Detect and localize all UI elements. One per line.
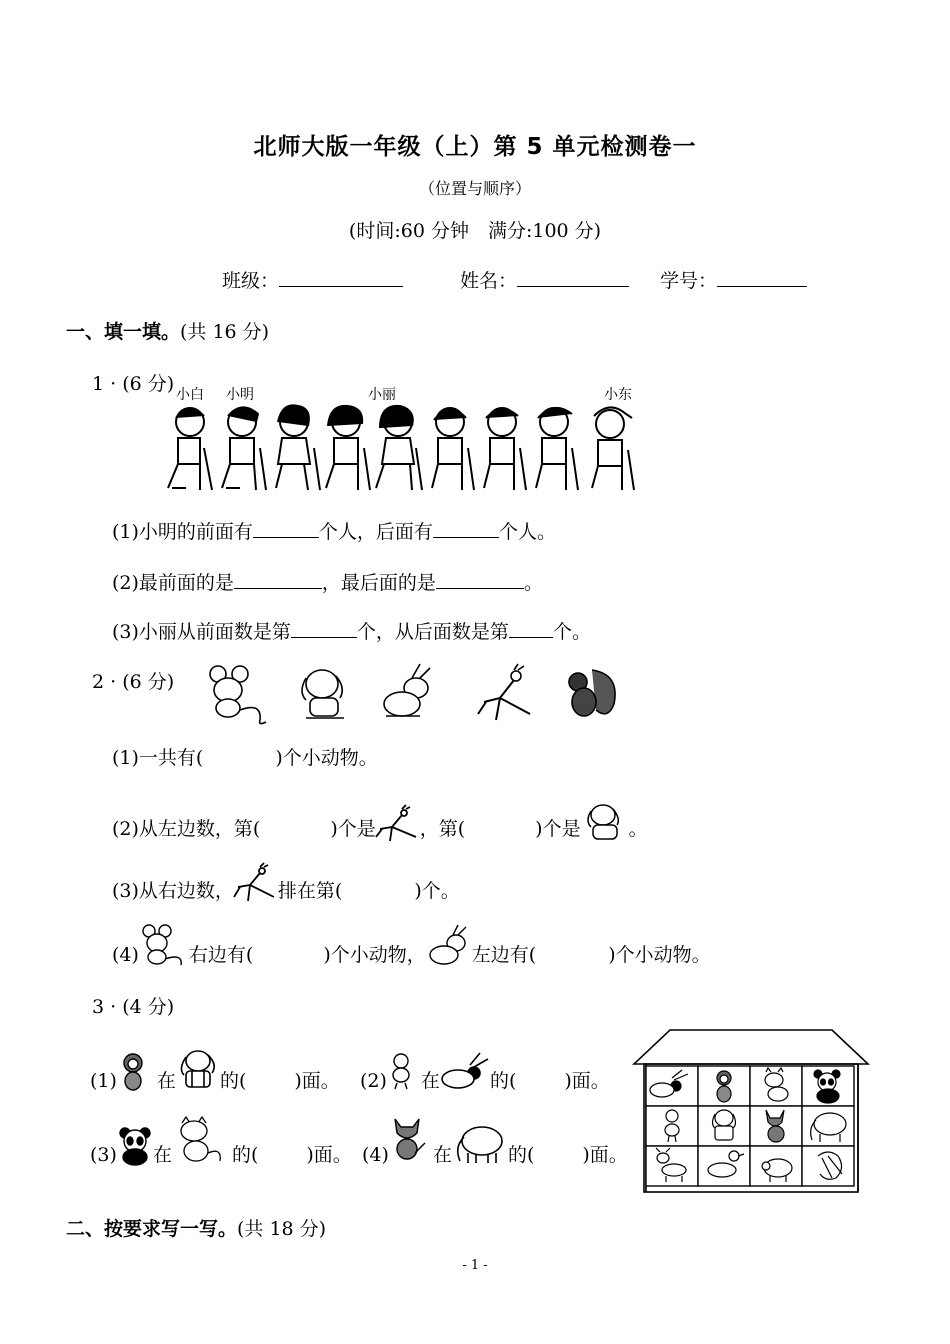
dog-icon: [581, 801, 629, 841]
section2-score: (共 18 分): [237, 1218, 327, 1240]
house-roof: [634, 1030, 868, 1064]
dog-icon: [302, 670, 344, 718]
q1-line1-text-b: 个人，后面有: [318, 521, 433, 543]
elephant-icon: [452, 1121, 508, 1165]
child-figure: [168, 408, 212, 490]
q3-zai-1: 在: [156, 1070, 176, 1092]
kid-name-xiaobai: 小白: [176, 387, 204, 403]
id-field: [660, 266, 807, 293]
q3-de-3: 的(: [231, 1144, 259, 1166]
panda-icon: [117, 1125, 153, 1165]
q1-blank-5[interactable]: [291, 619, 357, 638]
time-info: (时间:60 分钟 满分:100 分): [348, 220, 602, 242]
page-subtitle: （位置与顺序）: [418, 179, 531, 198]
kid-name-xiaodong: 小东: [604, 387, 632, 403]
page-number: - 1 -: [462, 1258, 488, 1273]
q1-label: 1 · (6 分): [92, 373, 175, 395]
q3-mian-2: )面。: [564, 1070, 610, 1092]
q3-part4-label: (4): [362, 1144, 389, 1166]
q2-line2-text-b: )个是: [330, 818, 376, 840]
q2-line3-text-b: 排在第(: [277, 880, 343, 902]
child-figure: [432, 408, 474, 490]
q1-blank-4[interactable]: [436, 570, 524, 589]
name-blank[interactable]: [517, 268, 629, 287]
child-figure: [592, 407, 634, 490]
q3-de-2: 的(: [489, 1070, 517, 1092]
q2-line4: [112, 940, 711, 967]
q2-line1: [112, 743, 378, 770]
q1-line3: [112, 617, 591, 644]
q3-zai-3: 在: [152, 1144, 172, 1166]
q2-line3-text-c: )个。: [414, 880, 460, 902]
rabbit-icon: [426, 925, 472, 967]
q2-line3: [112, 876, 460, 903]
children-row-image: [164, 398, 646, 498]
class-field: [222, 266, 403, 293]
child-figure: [536, 408, 578, 490]
q1-line1: [112, 517, 556, 544]
deer-icon: [478, 664, 530, 720]
mouse-icon: [210, 666, 266, 724]
q1-blank-2[interactable]: [433, 519, 499, 538]
section1-title: 一、填一填。: [66, 321, 181, 343]
name-label: 姓名：: [460, 270, 518, 292]
q3-de-4: 的(: [507, 1144, 535, 1166]
q3-line4: [362, 1140, 628, 1167]
q2-line4-text-c: )个小动物，: [323, 944, 426, 966]
child-figure: [376, 406, 422, 490]
monkey-icon: [117, 1051, 153, 1091]
q2-line2-text-e: 。: [628, 818, 648, 840]
child-figure: [276, 405, 320, 490]
deer-icon: [376, 805, 420, 841]
q1-blank-3[interactable]: [234, 570, 322, 589]
q3-zai-2: 在: [420, 1070, 440, 1092]
class-label: 班级：: [222, 270, 280, 292]
q3-part3-label: (3): [90, 1144, 117, 1166]
cat-icon: [172, 1117, 226, 1165]
q1-line2-text-c: 。: [523, 572, 543, 594]
q2-line4-text-a: (4): [112, 944, 139, 966]
dog-icon: [176, 1047, 220, 1091]
q2-line4-text-d: 左边有(: [471, 944, 537, 966]
squirrel-icon: [569, 670, 615, 716]
q2-animal-row: [204, 664, 624, 728]
q1-line2: [112, 568, 543, 595]
section2-title: 二、按要求写一写。: [66, 1218, 238, 1240]
q1-line3-text-a: (3)小丽从前面数是第: [112, 621, 291, 643]
class-blank[interactable]: [279, 268, 403, 287]
q3-part2-label: (2): [360, 1070, 387, 1092]
q3-line2: [360, 1066, 610, 1093]
q1-blank-6[interactable]: [509, 619, 553, 638]
chick-icon: [387, 1051, 415, 1091]
page-title: 北师大版一年级（上）第 5 单元检测卷一: [253, 134, 697, 160]
deer-icon: [234, 863, 278, 903]
q2-line1-text-b: )个小动物。: [275, 747, 378, 769]
q2-line1-text-a: (1)一共有(: [112, 747, 204, 769]
section2-heading: [66, 1214, 326, 1241]
q3-part1-label: (1): [90, 1070, 117, 1092]
id-label: 学号：: [660, 270, 718, 292]
child-figure: [484, 408, 526, 490]
id-blank[interactable]: [717, 268, 807, 287]
q3-mian-1: )面。: [294, 1070, 340, 1092]
q1-line3-text-b: 个，从后面数是第: [356, 621, 509, 643]
q3-de-1: 的(: [219, 1070, 247, 1092]
animal-house-grid: [632, 1028, 870, 1194]
q3-mian-4: )面。: [582, 1144, 628, 1166]
section1-heading: [66, 317, 269, 344]
q1-line1-text-c: 个人。: [498, 521, 556, 543]
q3-zai-4: 在: [432, 1144, 452, 1166]
q2-line2-text-c: ，第(: [419, 818, 466, 840]
q3-line1: [90, 1066, 340, 1093]
q2-line4-text-e: )个小动物。: [608, 944, 711, 966]
q2-label: 2 · (6 分): [92, 671, 175, 693]
q1-line1-text-a: (1)小明的前面有: [112, 521, 253, 543]
q2-line2-text-a: (2)从左边数，第(: [112, 818, 261, 840]
kid-name-xiaoli: 小丽: [368, 387, 396, 403]
q2-line2-text-d: )个是: [535, 818, 581, 840]
rabbit-icon: [384, 664, 430, 716]
q2-line2: [112, 814, 648, 841]
child-figure: [326, 406, 370, 490]
q3-label: 3 · (4 分): [92, 996, 175, 1018]
q3-line3: [90, 1140, 352, 1167]
kid-name-xiaoming: 小明: [226, 387, 254, 403]
q2-line3-text-a: (3)从右边数，: [112, 880, 234, 902]
q3-mian-3: )面。: [306, 1144, 352, 1166]
child-figure: [222, 407, 266, 490]
q1-blank-1[interactable]: [253, 519, 319, 538]
q1-line2-text-a: (2)最前面的是: [112, 572, 234, 594]
q1-line2-text-b: ，最后面的是: [321, 572, 436, 594]
rabbit-icon: [440, 1051, 490, 1091]
name-field: [460, 266, 629, 293]
section1-score: (共 16 分): [180, 321, 270, 343]
q1-line3-text-c: 个。: [552, 621, 591, 643]
q2-line4-text-b: 右边有(: [188, 944, 254, 966]
fox-icon: [389, 1117, 427, 1165]
mouse-icon: [139, 923, 189, 967]
